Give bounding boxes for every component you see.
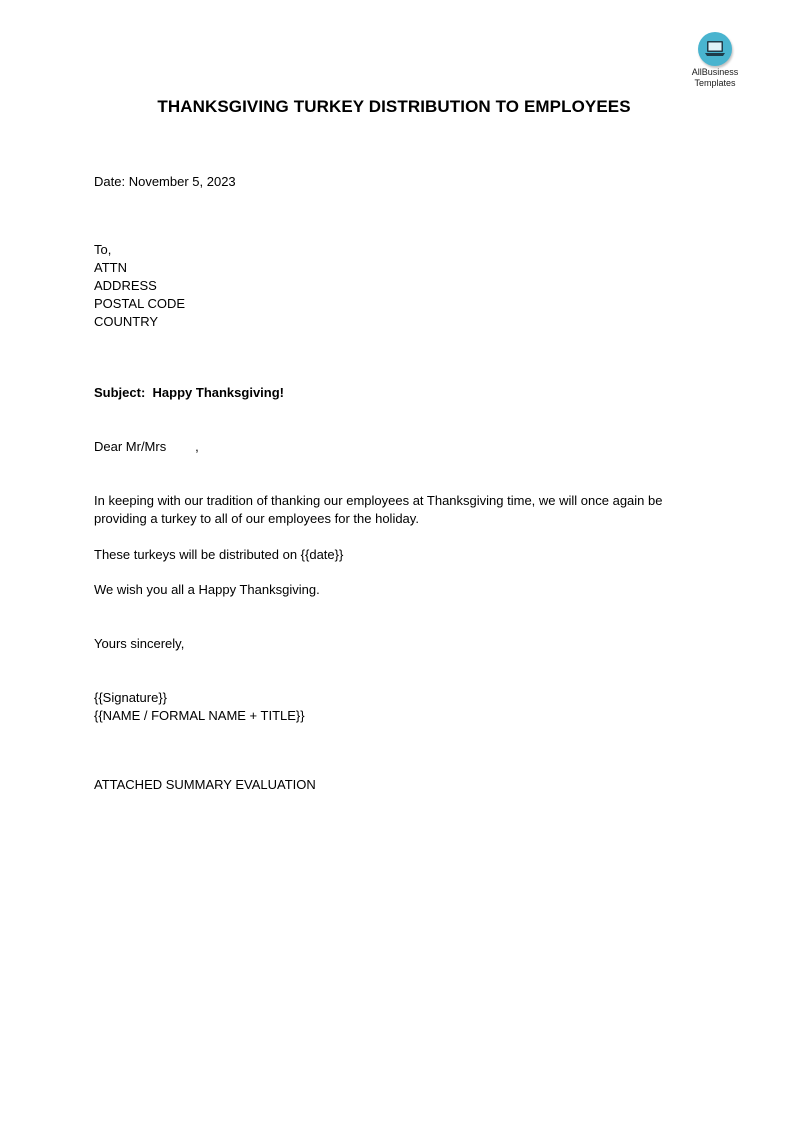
laptop-icon	[704, 40, 726, 57]
subject-line	[94, 384, 284, 402]
recipient-address: ADDRESS	[94, 278, 157, 293]
closing: Yours sincerely,	[94, 636, 185, 651]
allbusiness-templates-logo	[684, 32, 746, 88]
body-paragraph-1: In keeping with our tradition of thanking our employees at Thanksgiving time, we will once again be providing a turkey to all of our employees for the holiday.	[94, 493, 663, 526]
body-paragraph-2: These turkeys will be distributed on {{date}}	[94, 547, 344, 562]
recipient-attn: ATTN	[94, 260, 127, 275]
subject-value: Happy Thanksgiving!	[152, 385, 284, 400]
recipient-country: COUNTRY	[94, 314, 159, 329]
signature-placeholder: {{Signature}}	[94, 690, 168, 705]
recipient-to: To,	[94, 242, 112, 257]
logo-text-line2: Templates	[694, 78, 736, 88]
date-value: November 5, 2023	[128, 174, 236, 189]
logo-text-line1: AllBusiness	[691, 67, 739, 77]
document-title: THANKSGIVING TURKEY DISTRIBUTION TO EMPLOYEES	[157, 97, 631, 116]
recipient-postal-code: POSTAL CODE	[94, 296, 186, 311]
attachment-note: ATTACHED SUMMARY EVALUATION	[94, 777, 316, 792]
salutation: Dear Mr/Mrs ,	[94, 439, 199, 454]
logo-badge	[698, 32, 732, 66]
signature-name-title: {{NAME / FORMAL NAME + TITLE}}	[94, 708, 305, 723]
date-line	[94, 173, 236, 191]
date-label: Date:	[94, 174, 126, 189]
subject-label: Subject:	[94, 385, 146, 400]
body-paragraph-3: We wish you all a Happy Thanksgiving.	[94, 582, 320, 597]
